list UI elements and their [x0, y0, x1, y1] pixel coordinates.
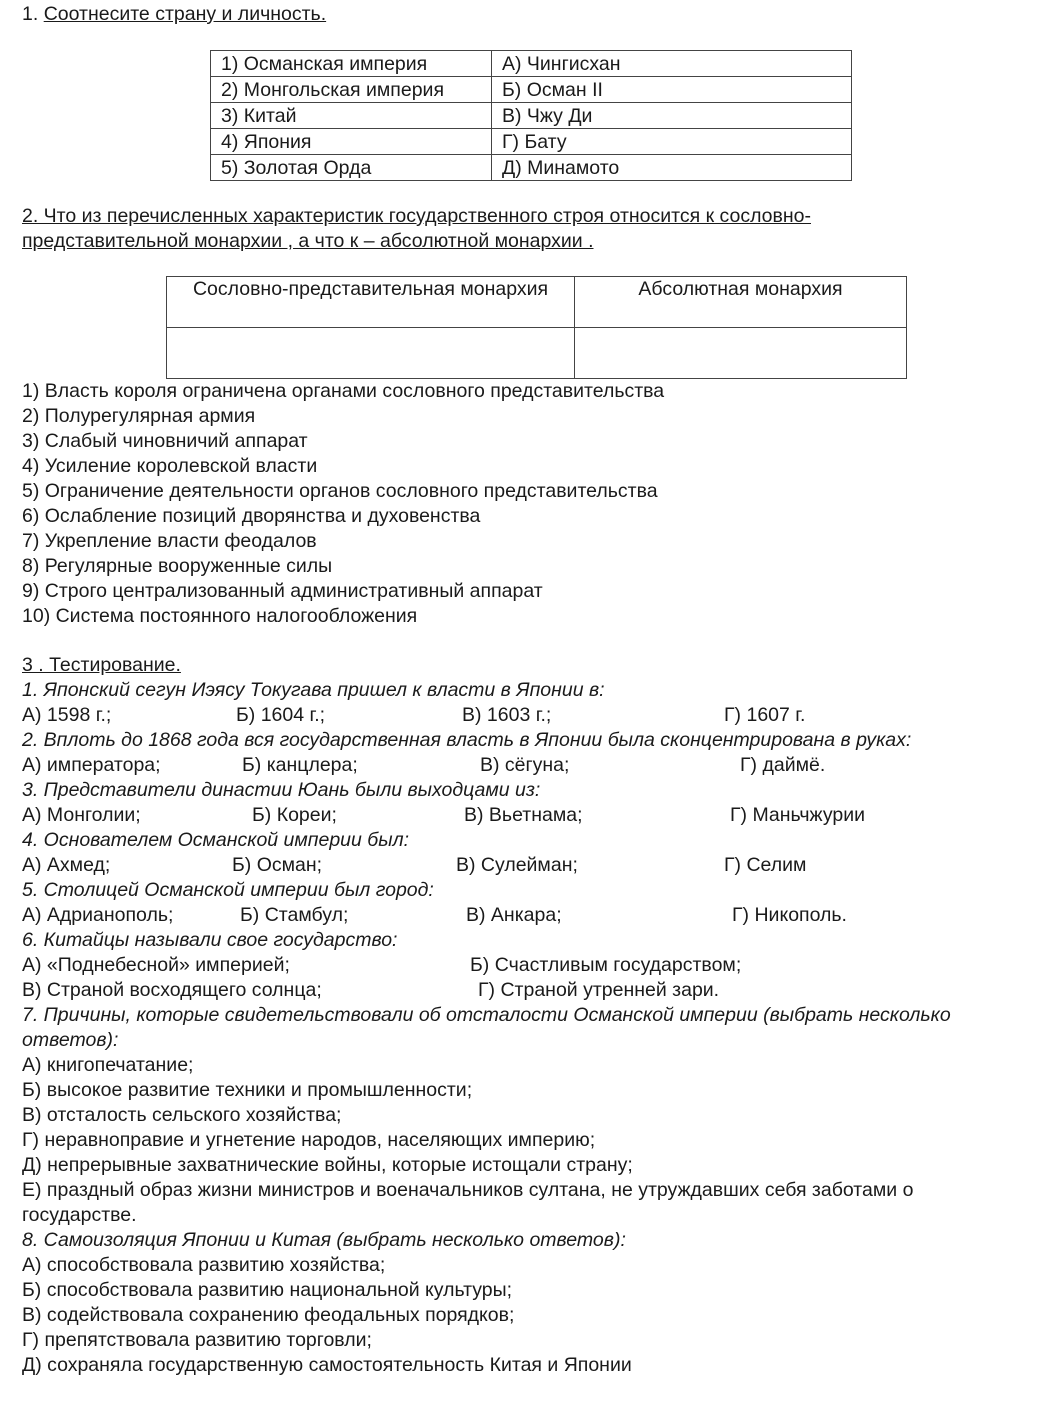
task1-heading [22, 2, 326, 27]
answer-option[interactable]: Д) непрерывные захватнические войны, которые истощали страну; [22, 1154, 633, 1176]
table-row [211, 51, 852, 77]
characteristic-item: 7) Укрепление власти феодалов [22, 530, 317, 552]
answer-option[interactable]: В) Анкара; [466, 904, 562, 926]
answer-option[interactable]: Б) канцлера; [242, 754, 358, 776]
answer-option[interactable]: Г) Маньчжурии [730, 804, 865, 826]
answer-option[interactable]: Б) 1604 г.; [236, 704, 326, 726]
table-row [211, 155, 852, 181]
characteristic-item: 9) Строго централизованный административный аппарат [22, 580, 543, 602]
question-text: 4. Основателем Османской империи был: [22, 829, 410, 851]
question-text: 6. Китайцы называли свое государство: [22, 929, 398, 951]
task1-number: 1. [22, 3, 39, 25]
answer-option[interactable]: В) Сулейман; [456, 854, 578, 876]
country-cell: 1) Османская империя [211, 51, 492, 77]
table-row [211, 103, 852, 129]
task3-title: 3 . Тестирование. [22, 654, 181, 676]
country-cell: 3) Китай [211, 103, 492, 129]
question-text: 8. Самоизоляция Японии и Китая (выбрать несколько ответов): [22, 1229, 626, 1251]
person-cell: Д) Минамото [492, 155, 852, 181]
answer-option[interactable]: В) сёгуна; [480, 754, 570, 776]
characteristic-item: 5) Ограничение деятельности органов сословного представительства [22, 480, 658, 502]
person-cell: В) Чжу Ди [492, 103, 852, 129]
person-cell: Г) Бату [492, 129, 852, 155]
answer-option[interactable]: А) императора; [22, 754, 161, 776]
monarchy-table [166, 276, 907, 379]
question-text: 5. Столицей Османской империи был город: [22, 879, 434, 901]
question-text: 1. Японский сегун Иэясу Токугава пришел к власти в Японии в: [22, 679, 605, 701]
task2-title-line-2: представительной монархии , а что к – абсолютной монархии . [22, 230, 594, 252]
task2-title-line-1: 2. Что из перечисленных характеристик государственного строя относится к сословно- [22, 205, 811, 227]
person-cell: Б) Осман II [492, 77, 852, 103]
answer-option[interactable]: Г) препятствовала развитию торговли; [22, 1329, 372, 1351]
characteristic-item: 1) Власть короля ограничена органами сословного представительства [22, 380, 665, 402]
answer-option[interactable]: А) 1598 г.; [22, 704, 112, 726]
answer-option[interactable]: Б) Кореи; [252, 804, 337, 826]
characteristic-item: 8) Регулярные вооруженные силы [22, 555, 333, 577]
answer-option[interactable]: Г) 1607 г. [724, 704, 806, 726]
answer-option[interactable]: А) способствовала развитию хозяйства; [22, 1254, 386, 1276]
col-header-absolute: Абсолютная монархия [575, 277, 907, 328]
answer-option[interactable]: В) отсталость сельского хозяйства; [22, 1104, 342, 1126]
answer-option[interactable]: Б) Осман; [232, 854, 323, 876]
answer-option[interactable]: Г) Страной утренней зари. [478, 979, 720, 1001]
question-text: 3. Представители династии Юань были выходцами из: [22, 779, 541, 801]
answer-option[interactable]: Б) высокое развитие техники и промышленности; [22, 1079, 473, 1101]
characteristic-item: 6) Ослабление позиций дворянства и духовенства [22, 505, 481, 527]
answer-option[interactable]: Г) Никополь. [732, 904, 847, 926]
answer-option[interactable]: А) книгопечатание; [22, 1054, 194, 1076]
answer-option[interactable]: А) «Поднебесной» империей; [22, 954, 290, 976]
characteristic-item: 10) Система постоянного налогообложения [22, 605, 418, 627]
answer-option[interactable]: В) содействовала сохранению феодальных порядков; [22, 1304, 515, 1326]
country-cell: 2) Монгольская империя [211, 77, 492, 103]
answer-option[interactable]: Б) способствовала развитию национальной культуры; [22, 1279, 513, 1301]
answer-option[interactable]: А) Адрианополь; [22, 904, 174, 926]
table-row [211, 77, 852, 103]
task1-title: Соотнесите страну и личность. [43, 3, 327, 25]
country-cell: 4) Япония [211, 129, 492, 155]
answer-option[interactable]: государстве. [22, 1204, 137, 1226]
answer-option[interactable]: Г) Селим [724, 854, 807, 876]
characteristic-item: 3) Слабый чиновничий аппарат [22, 430, 308, 452]
answer-option[interactable]: А) Ахмед; [22, 854, 111, 876]
country-cell: 5) Золотая Орда [211, 155, 492, 181]
answer-option[interactable]: В) Страной восходящего солнца; [22, 979, 322, 1001]
match-table [210, 50, 852, 181]
answer-option[interactable]: Г) даймё. [740, 754, 826, 776]
answer-option[interactable]: А) Монголии; [22, 804, 141, 826]
answer-option[interactable]: Г) неравноправие и угнетение народов, населяющих империю; [22, 1129, 596, 1151]
characteristic-item: 4) Усиление королевской власти [22, 455, 318, 477]
answer-option[interactable]: Б) Счастливым государством; [470, 954, 742, 976]
person-cell: А) Чингисхан [492, 51, 852, 77]
answer-option[interactable]: Б) Стамбул; [240, 904, 349, 926]
answer-option[interactable]: В) 1603 г.; [462, 704, 552, 726]
answer-cell-absolute[interactable] [575, 328, 907, 379]
question-text: 7. Причины, которые свидетельствовали об отсталости Османской империи (выбрать несколько [22, 1004, 951, 1026]
question-text: 2. Вплоть до 1868 года вся государственная власть в Японии была сконцентрирована в руках: [22, 729, 912, 751]
answer-cell-estate[interactable] [167, 328, 575, 379]
characteristic-item: 2) Полурегулярная армия [22, 405, 256, 427]
answer-option[interactable]: В) Вьетнама; [464, 804, 583, 826]
table-row [211, 129, 852, 155]
answer-option[interactable]: Д) сохраняла государственную самостоятельность Китая и Японии [22, 1354, 632, 1376]
col-header-estate: Сословно-представительная монархия [167, 277, 575, 328]
answer-option[interactable]: Е) праздный образ жизни министров и военачальников султана, не утруждавших себя заботами о [22, 1179, 914, 1201]
question-text: ответов): [22, 1029, 119, 1051]
